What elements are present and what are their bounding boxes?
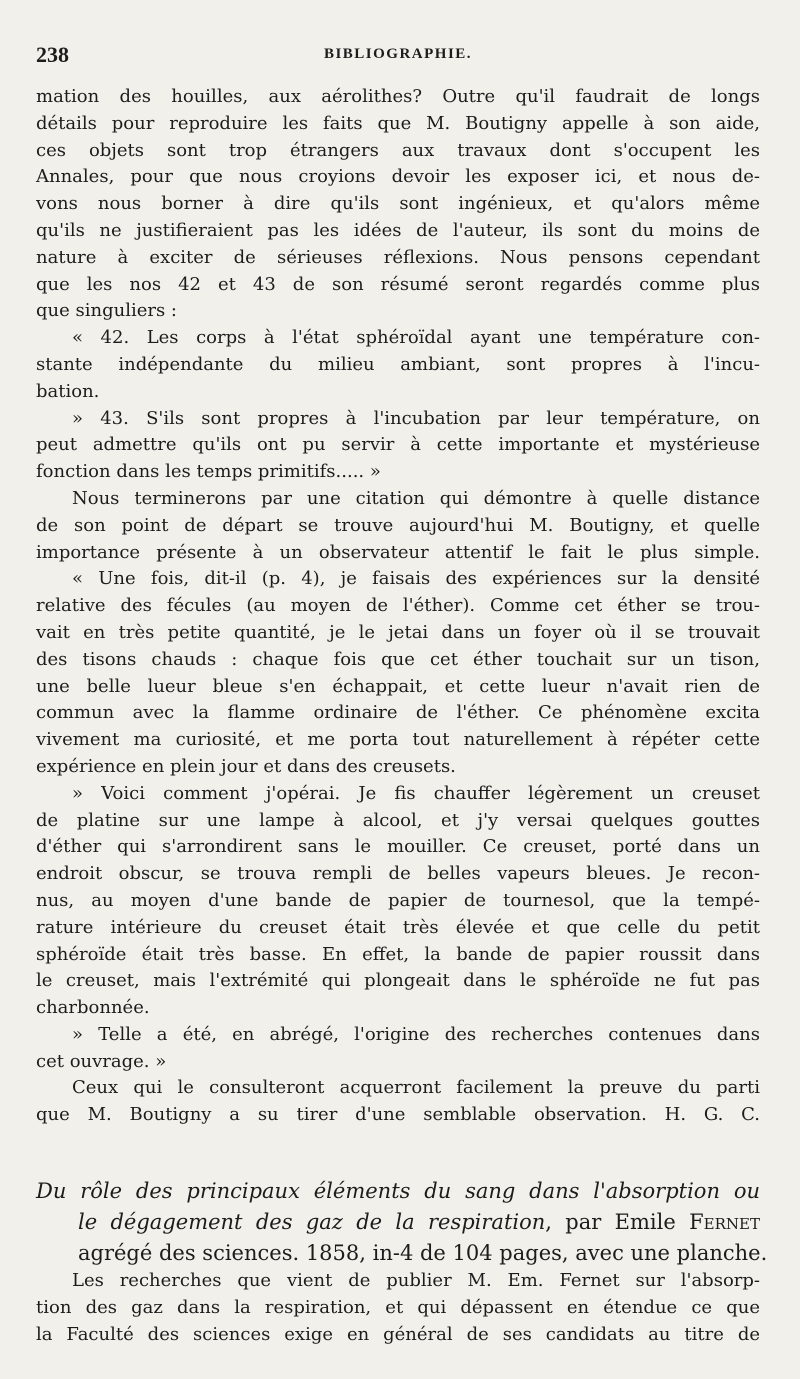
text-line: vait en très petite quantité, je le jetai dans un foyer où il se trouvait xyxy=(36,621,760,643)
review-title-line: agrégé des sciences. 1858, in-4 de 104 pages, avec une planche. xyxy=(78,1241,768,1265)
text-line: nature à exciter de sérieuses réflexions. Nous pensons cependant xyxy=(36,246,760,268)
text-line: qu'ils ne justifieraient pas les idées de l'auteur, ils sont du moins de xyxy=(36,219,760,241)
text-line: des tisons chauds : chaque fois que cet éther touchait sur un tison, xyxy=(36,648,760,670)
review-title-line: Du rôle des principaux éléments du sang dans l'absorption ou xyxy=(36,1179,760,1203)
text-line: nus, au moyen d'une bande de papier de tournesol, que la tempé- xyxy=(36,889,760,911)
review-title-italic: le dégagement des gaz de la respiration xyxy=(78,1210,546,1234)
text-line: expérience en plein jour et dans des creusets. xyxy=(36,755,456,777)
review-title xyxy=(36,1176,768,1269)
text-line: Nous terminerons par une citation qui démontre à quelle distance xyxy=(72,487,760,509)
page-number: 238 xyxy=(36,42,69,67)
body-text xyxy=(36,84,760,1129)
text-line: que singuliers : xyxy=(36,300,177,322)
review-body xyxy=(36,1268,760,1348)
text-line: que les nos 42 et 43 de son résumé seront regardés comme plus xyxy=(36,273,760,295)
text-line: vons nous borner à dire qu'ils sont ingénieux, et qu'alors même xyxy=(36,193,760,215)
text-line: » 43. S'ils sont propres à l'incubation par leur température, on xyxy=(72,407,760,429)
text-line: la Faculté des sciences exige en général de ses candidats au titre de xyxy=(36,1323,760,1345)
running-head: BIBLIOGRAPHIE. xyxy=(323,46,473,62)
text-line: tion des gaz dans la respiration, et qui dépassent en étendue ce que xyxy=(36,1296,760,1318)
text-line: fonction dans les temps primitifs..... » xyxy=(36,461,381,483)
text-line: de platine sur une lampe à alcool, et j'y versai quelques gouttes xyxy=(36,809,760,831)
text-line: bation. xyxy=(36,380,100,402)
review-author: Fernet xyxy=(689,1210,760,1234)
text-line: « Une fois, dit-il (p. 4), je faisais des expériences sur la densité xyxy=(72,568,760,590)
text-line: Annales, pour que nous croyions devoir les exposer ici, et nous de- xyxy=(36,166,760,188)
text-line: endroit obscur, se trouva rempli de belles vapeurs bleues. Je recon- xyxy=(36,863,760,885)
text-line: ces objets sont trop étrangers aux travaux dont s'occupent les xyxy=(36,139,760,161)
text-line: » Voici comment j'opérai. Je fis chauffer légèrement un creuset xyxy=(72,782,760,804)
text-line: commun avec la flamme ordinaire de l'éther. Ce phénomène excita xyxy=(36,702,760,724)
text-line: « 42. Les corps à l'état sphéroïdal ayant une température con- xyxy=(72,327,760,349)
text-line: le creuset, mais l'extrémité qui plongeait dans le sphéroïde ne fut pas xyxy=(36,970,760,992)
text-line: stante indépendante du milieu ambiant, sont propres à l'incu- xyxy=(36,353,760,375)
text-line: charbonnée. xyxy=(36,997,150,1019)
signature-line: que M. Boutigny a su tirer d'une semblable observation. H. G. C. xyxy=(36,1104,760,1126)
text-line: mation des houilles, aux aérolithes? Outre qu'il faudrait de longs xyxy=(36,86,760,107)
text-line: de son point de départ se trouve aujourd'hui M. Boutigny, et quelle xyxy=(36,514,760,536)
text-line: importance présente à un observateur attentif le fait le plus simple. xyxy=(36,541,760,563)
text-line: une belle lueur bleue s'en échappait, et cette lueur n'avait rien de xyxy=(36,675,760,697)
text-line: relative des fécules (au moyen de l'éther). Comme cet éther se trou- xyxy=(36,595,760,617)
page-header xyxy=(36,42,760,72)
text-line: détails pour reproduire les faits que M. Boutigny appelle à son aide, xyxy=(36,112,760,134)
text-line: vivement ma curiosité, et me porta tout naturellement à répéter cette xyxy=(36,729,760,751)
text-line: cet ouvrage. » xyxy=(36,1050,167,1072)
text-line: rature intérieure du creuset était très élevée et que celle du petit xyxy=(36,916,760,938)
text-line: Les recherches que vient de publier M. Em. Fernet sur l'absorp- xyxy=(72,1270,760,1291)
review-title-by: , par Emile xyxy=(545,1210,690,1234)
text-line: d'éther qui s'arrondirent sans le mouiller. Ce creuset, porté dans un xyxy=(36,836,760,858)
review-title-line xyxy=(36,1207,760,1238)
text-line: sphéroïde était très basse. En effet, la bande de papier roussit dans xyxy=(36,943,760,965)
text-line: Ceux qui le consulteront acquerront facilement la preuve du parti xyxy=(72,1077,760,1099)
text-line: peut admettre qu'ils ont pu servir à cette importante et mystérieuse xyxy=(36,434,760,456)
text-line: » Telle a été, en abrégé, l'origine des recherches contenues dans xyxy=(72,1023,760,1045)
